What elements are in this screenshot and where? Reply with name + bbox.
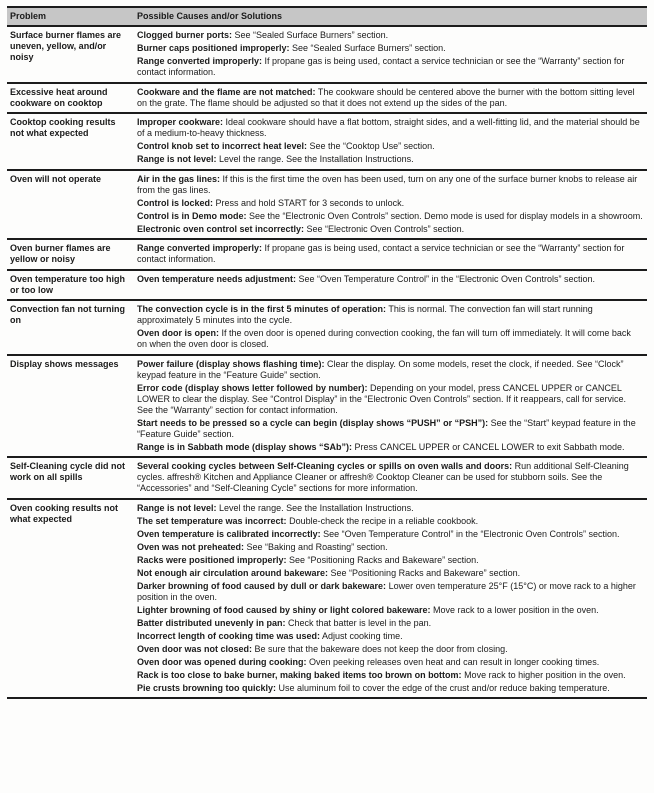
cause-item: Oven door is open: If the oven door is opened during convection cooking, the fan will turn off immediately. It will come back on when the oven door is closed. [137, 328, 631, 349]
cause-item: Oven door was opened during cooking: Oven peeking releases oven heat and can result in longer cooking times. [137, 656, 600, 667]
table-row [7, 83, 647, 114]
cause-item: Control is in Demo mode: See the “Electronic Oven Controls” section. Demo mode is used for display models in a showroom. [137, 210, 643, 221]
cause-label: Range is not level: [137, 154, 217, 164]
troubleshooting-table [7, 6, 647, 699]
cause-item: Several cooking cycles between Self-Cleaning cycles or spills on oven walls and doors: Run additional Self-Cleaning cycles. affresh® Kitchen and Appliance Cleaner or affresh® Cooktop Cleaner can be used for stubborn soils. See the “Accessories” and “Self-Cleaning Cycle” sections for more information. [137, 461, 629, 493]
causes-cell [134, 300, 647, 355]
cause-item: The convection cycle is in the first 5 minutes of operation: This is normal. The convection fan will start running approximately 5 minutes into the cycle. [137, 304, 593, 325]
causes-cell [134, 457, 647, 499]
cause-item: Burner caps positioned improperly: See “Sealed Surface Burners” section. [137, 43, 446, 53]
cause-label: Several cooking cycles between Self-Cleaning cycles or spills on oven walls and doors: [137, 461, 513, 471]
cause-item: Clogged burner ports: See “Sealed Surface Burners” section. [137, 30, 389, 40]
table-body [7, 26, 647, 698]
causes-cell [134, 83, 647, 114]
cause-label: Range converted improperly: [137, 56, 263, 66]
cause-item: Power failure (display shows flashing time): Clear the display. On some models, reset the clock, if needed. See “Clock” keypad feature in the “Feature Guide” section. [137, 358, 624, 380]
cause-label: Oven door was opened during cooking: [137, 656, 307, 667]
table-row [7, 499, 647, 699]
cause-label: Not enough air circulation around bakeware: [137, 567, 329, 578]
cause-item: Range converted improperly: If propane gas is being used, contact a service technician or see the “Warranty” section for contact information. [137, 243, 625, 264]
problem-cell: Excessive heat around cookware on cooktop [7, 83, 134, 114]
cause-item: Rack is too close to bake burner, making baked items too brown on bottom: Move rack to higher position in the oven. [137, 669, 626, 680]
cause-label: Control is in Demo mode: [137, 210, 247, 221]
problem-cell: Convection fan not turning on [7, 300, 134, 355]
cause-label: Cookware and the flame are not matched: [137, 86, 316, 97]
problem-cell: Surface burner flames are uneven, yellow, and/or noisy [7, 26, 134, 83]
causes-cell [134, 26, 647, 83]
cause-label: Control is locked: [137, 197, 214, 208]
table-row [7, 239, 647, 270]
problem-cell: Self-Cleaning cycle did not work on all spills [7, 457, 134, 499]
cause-label: Oven door is open: [137, 328, 220, 338]
header-row [7, 7, 647, 26]
cause-item: Error code (display shows letter followed by number): Depending on your model, press CANCEL UPPER or CANCEL LOWER to clear the display. See “Control Display” in the “Electronic Oven Controls” section. If it reappears, call for service. See the “Warranty” section for contact information. [137, 382, 627, 415]
cause-item: Start needs to be pressed so a cycle can begin (display shows “PUSH” or “PSH”): See the “Start” keypad feature in the “Feature Guide” section. [137, 417, 636, 439]
cause-label: The set temperature was incorrect: [137, 515, 287, 526]
causes-cell [134, 113, 647, 170]
table-row [7, 457, 647, 499]
cause-label: Improper cookware: [137, 117, 224, 127]
cause-item: Batter distributed unevenly in pan: Check that batter is level in the pan. [137, 617, 432, 628]
cause-label: Power failure (display shows flashing time): [137, 358, 325, 369]
cause-item: Control is locked: Press and hold START for 3 seconds to unlock. [137, 197, 405, 208]
cause-label: Error code (display shows letter followed by number): [137, 382, 368, 393]
table-row [7, 113, 647, 170]
cause-item: Cookware and the flame are not matched: The cookware should be centered above the burner with the bottom sitting level on the grate. The flame should be adjusted so that it does not extend up the sides of the pan. [137, 86, 635, 108]
cause-item: Oven temperature is calibrated incorrectly: See “Oven Temperature Control” in the “Electronic Oven Controls” section. [137, 528, 620, 539]
cause-label: Racks were positioned improperly: [137, 554, 287, 565]
problem-cell: Oven temperature too high or too low [7, 270, 134, 301]
cause-label: Batter distributed unevenly in pan: [137, 617, 286, 628]
cause-label: Lighter browning of food caused by shiny or light colored bakeware: [137, 604, 431, 615]
cause-item: Not enough air circulation around bakeware: See “Positioning Racks and Bakeware” section. [137, 567, 521, 578]
cause-item: Control knob set to incorrect heat level: See the “Cooktop Use” section. [137, 141, 435, 151]
problem-cell: Oven burner flames are yellow or noisy [7, 239, 134, 270]
causes-cell [134, 499, 647, 699]
cause-item: Air in the gas lines: If this is the first time the oven has been used, turn on any one of the surface burner knobs to release air from the gas lines. [137, 173, 638, 195]
cause-label: Pie crusts browning too quickly: [137, 682, 277, 693]
cause-label: Range is not level: [137, 502, 217, 513]
table-row [7, 26, 647, 83]
cause-label: Oven door was not closed: [137, 643, 253, 654]
cause-label: Range converted improperly: [137, 243, 263, 253]
problem-cell: Display shows messages [7, 355, 134, 458]
table-row [7, 300, 647, 355]
cause-label: Clogged burner ports: [137, 30, 232, 40]
cause-label: Darker browning of food caused by dull or dark bakeware: [137, 580, 387, 591]
cause-label: Control knob set to incorrect heat level: [137, 141, 308, 151]
causes-cell [134, 170, 647, 240]
cause-item: Electronic oven control set incorrectly: See “Electronic Oven Controls” section. [137, 223, 465, 234]
cause-item: Darker browning of food caused by dull or dark bakeware: Lower oven temperature 25°F (15°C) or move rack to a higher position in the oven. [137, 580, 636, 602]
cause-label: Electronic oven control set incorrectly: [137, 223, 305, 234]
cause-item: Oven was not preheated: See “Baking and Roasting” section. [137, 541, 388, 552]
cause-item: Oven temperature needs adjustment: See “Oven Temperature Control” in the “Electronic Oven Controls” section. [137, 273, 596, 284]
cause-item: Oven door was not closed: Be sure that the bakeware does not keep the door from closing. [137, 643, 508, 654]
cause-item: Range is not level: Level the range. See the Installation Instructions. [137, 154, 414, 164]
table-header [7, 7, 647, 26]
cause-label: Range is in Sabbath mode (display shows “SAb”): [137, 441, 353, 452]
column-header-solutions: Possible Causes and/or Solutions [134, 7, 647, 26]
cause-item: Range is not level: Level the range. See the Installation Instructions. [137, 502, 414, 513]
cause-item: Lighter browning of food caused by shiny or light colored bakeware: Move rack to a lower position in the oven. [137, 604, 599, 615]
column-header-problem: Problem [7, 7, 134, 26]
cause-label: Burner caps positioned improperly: [137, 43, 290, 53]
cause-item: Incorrect length of cooking time was used: Adjust cooking time. [137, 630, 403, 641]
problem-cell: Cooktop cooking results not what expected [7, 113, 134, 170]
cause-item: Racks were positioned improperly: See “Positioning Racks and Bakeware” section. [137, 554, 479, 565]
cause-label: Oven temperature is calibrated incorrectly: [137, 528, 321, 539]
cause-label: Oven was not preheated: [137, 541, 245, 552]
cause-label: Start needs to be pressed so a cycle can begin (display shows “PUSH” or “PSH”): [137, 417, 489, 428]
table-row [7, 355, 647, 458]
table-row [7, 170, 647, 240]
cause-item: Range converted improperly: If propane gas is being used, contact a service technician or see the “Warranty” section for contact information. [137, 56, 625, 77]
cause-item: Range is in Sabbath mode (display shows “SAb”): Press CANCEL UPPER or CANCEL LOWER to exit Sabbath mode. [137, 441, 625, 452]
cause-label: Oven temperature needs adjustment: [137, 273, 297, 284]
causes-cell [134, 355, 647, 458]
cause-item: Improper cookware: Ideal cookware should have a flat bottom, straight sides, and a well-fitting lid, and the material should be of a medium-to-heavy thickness. [137, 117, 640, 138]
problem-cell: Oven will not operate [7, 170, 134, 240]
cause-label: Air in the gas lines: [137, 173, 221, 184]
cause-item: The set temperature was incorrect: Double-check the recipe in a reliable cookbook. [137, 515, 479, 526]
problem-cell: Oven cooking results not what expected [7, 499, 134, 699]
cause-label: Incorrect length of cooking time was used: [137, 630, 321, 641]
cause-item: Pie crusts browning too quickly: Use aluminum foil to cover the edge of the crust and/or reduce baking temperature. [137, 682, 610, 693]
causes-cell [134, 239, 647, 270]
cause-label: Rack is too close to bake burner, making baked items too brown on bottom: [137, 669, 462, 680]
causes-cell [134, 270, 647, 301]
cause-label: The convection cycle is in the first 5 minutes of operation: [137, 304, 387, 314]
table-row [7, 270, 647, 301]
